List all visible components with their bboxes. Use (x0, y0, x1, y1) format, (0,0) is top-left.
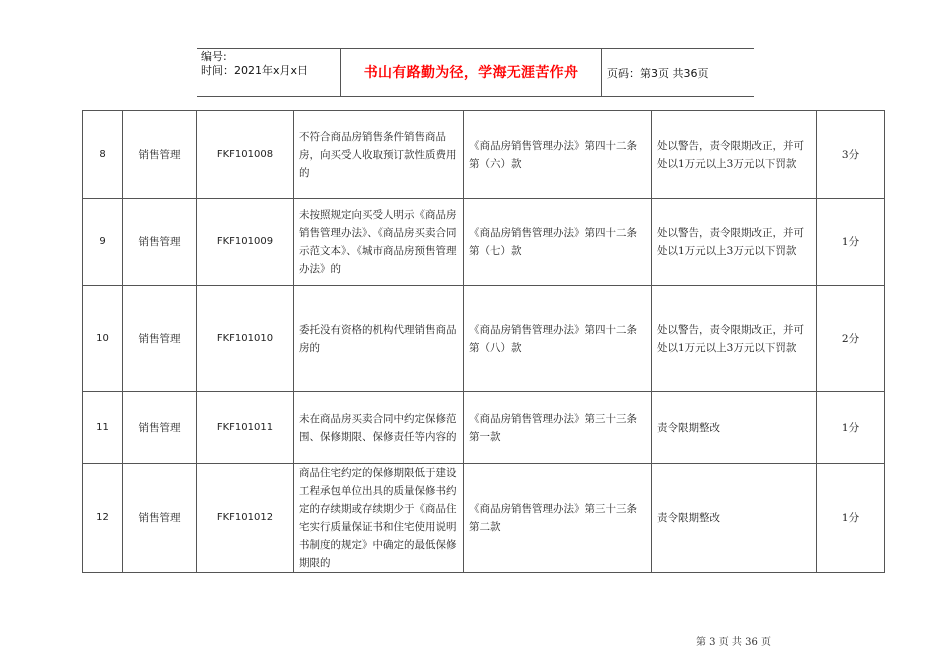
header-motto: 书山有路勤为径，学海无涯苦作舟 (363, 65, 579, 81)
row-description: 不符合商品房销售条件销售商品房，向买受人收取预订款性质费用的 (294, 111, 464, 199)
header-meta (201, 50, 308, 78)
row-code: FKF101010 (197, 286, 294, 392)
document-date: 时间：2021年x月x日 (201, 64, 309, 77)
row-score: 1分 (817, 464, 885, 573)
row-description: 商品住宅约定的保修期限低于建设工程承包单位出具的质量保修书约定的存续期或存续期少于《商品住宅实行质量保证书和住宅使用说明书制度的规定》中确定的最低保修期限的 (294, 464, 464, 573)
row-legal-basis: 《商品房销售管理办法》第四十二条第（六）款 (464, 111, 652, 199)
row-penalty: 责令限期整改 (652, 392, 817, 464)
row-category: 销售管理 (123, 392, 197, 464)
row-number: 12 (83, 464, 123, 573)
row-code: FKF101012 (197, 464, 294, 573)
row-category: 销售管理 (123, 199, 197, 286)
row-score: 3分 (817, 111, 885, 199)
row-description: 未在商品房买卖合同中约定保修范围、保修期限、保修责任等内容的 (294, 392, 464, 464)
row-description: 委托没有资格的机构代理销售商品房的 (294, 286, 464, 392)
row-legal-basis: 《商品房销售管理办法》第四十二条第（七）款 (464, 199, 652, 286)
row-penalty: 处以警告，责令限期改正，并可处以1万元以上3万元以下罚款 (652, 286, 817, 392)
row-description: 未按照规定向买受人明示《商品房销售管理办法》、《商品房买卖合同示范文本》、《城市商品房预售管理办法》的 (294, 199, 464, 286)
row-number: 10 (83, 286, 123, 392)
header-top-rule (197, 48, 754, 49)
header-bottom-rule (197, 96, 754, 97)
row-category: 销售管理 (123, 286, 197, 392)
row-number: 8 (83, 111, 123, 199)
row-score: 1分 (817, 199, 885, 286)
row-penalty: 处以警告，责令限期改正，并可处以1万元以上3万元以下罚款 (652, 111, 817, 199)
row-number: 11 (83, 392, 123, 464)
row-legal-basis: 《商品房销售管理办法》第三十三条第一款 (464, 392, 652, 464)
row-code: FKF101011 (197, 392, 294, 464)
row-code: FKF101009 (197, 199, 294, 286)
row-code: FKF101008 (197, 111, 294, 199)
penalty-rules-table (82, 110, 885, 573)
table-row (83, 392, 885, 464)
row-penalty: 处以警告，责令限期改正，并可处以1万元以上3万元以下罚款 (652, 199, 817, 286)
header-divider (601, 48, 602, 96)
table-row (83, 286, 885, 392)
row-penalty: 责令限期整改 (652, 464, 817, 573)
row-legal-basis: 《商品房销售管理办法》第三十三条第二款 (464, 464, 652, 573)
row-score: 2分 (817, 286, 885, 392)
table-row (83, 464, 885, 573)
row-number: 9 (83, 199, 123, 286)
table-row (83, 199, 885, 286)
document-number-label: 编号: (201, 50, 227, 63)
row-category: 销售管理 (123, 464, 197, 573)
row-legal-basis: 《商品房销售管理办法》第四十二条第（八）款 (464, 286, 652, 392)
table-row (83, 111, 885, 199)
header-page-code: 页码：第3页 共36页 (607, 67, 709, 80)
page-footer: 第 3 页 共 36 页 (696, 637, 771, 648)
row-score: 1分 (817, 392, 885, 464)
row-category: 销售管理 (123, 111, 197, 199)
